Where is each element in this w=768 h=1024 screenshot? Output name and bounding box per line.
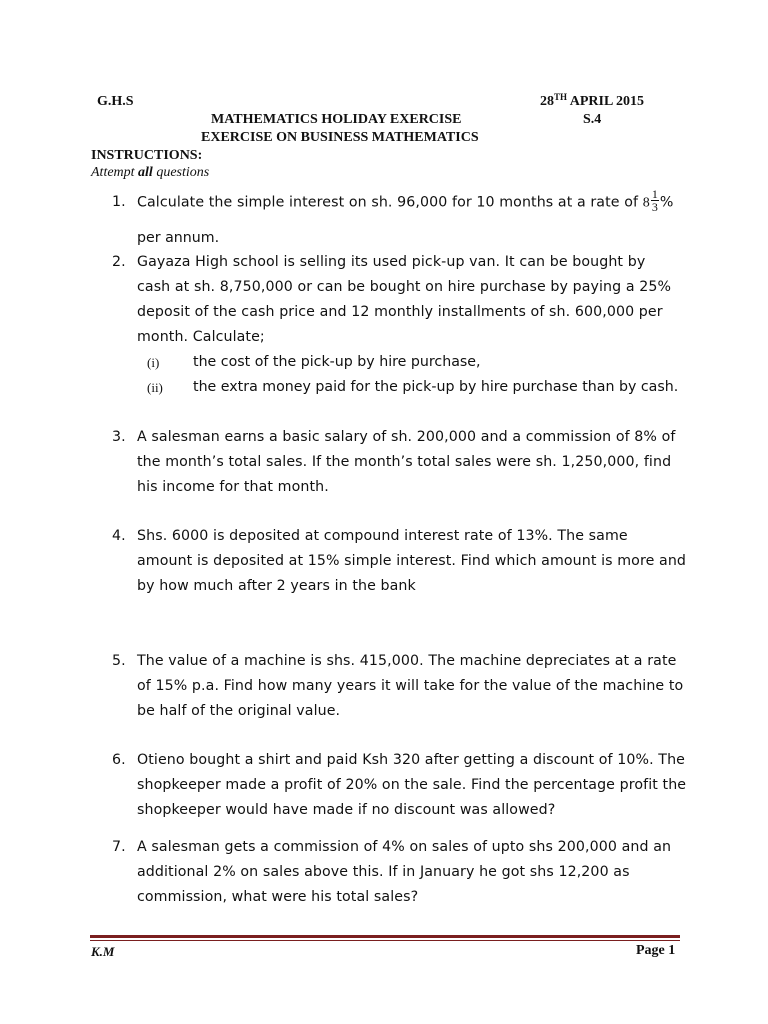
subpart-text: the extra money paid for the pick-up by hire purchase than by cash. bbox=[193, 379, 679, 395]
question-text: A salesman earns a basic salary of sh. 200,000 and a commission of 8% of the month’s total sales. If the month’s total sales were sh. 1,250,000, find his income for that month. bbox=[137, 429, 676, 495]
instructions-emphasis: all bbox=[138, 165, 153, 180]
footer-rule-thick bbox=[90, 935, 680, 938]
question-6 bbox=[112, 748, 692, 823]
question-2 bbox=[112, 250, 672, 350]
subpart-label: (i) bbox=[147, 355, 160, 370]
question-4 bbox=[112, 524, 687, 599]
date-superscript: TH bbox=[554, 92, 568, 102]
footer-rule-thin bbox=[90, 940, 680, 941]
question-1 bbox=[112, 187, 692, 216]
document-date bbox=[540, 94, 644, 110]
date-day: 28 bbox=[540, 94, 554, 109]
rate-unit: % bbox=[659, 194, 674, 211]
instructions-text: Attempt all questions bbox=[91, 165, 210, 180]
question-number: 3. bbox=[112, 429, 126, 445]
question-text: A salesman gets a commission of 4% on sales of upto shs 200,000 and an additional 2% on sales above this. If in January he got shs 12,200 as commission, what were his total sales? bbox=[137, 839, 672, 905]
document-title: MATHEMATICS HOLIDAY EXERCISE bbox=[211, 112, 462, 127]
question-text: The value of a machine is shs. 415,000. The machine depreciates at a rate of 15% p.a. Find how many years it will take for the value of the machine to be half of the original value. bbox=[137, 653, 684, 719]
question-text: Otieno bought a shirt and paid Ksh 320 after getting a discount of 10%. The shopkeeper made a profit of 20% on the sale. Find the percentage profit the shopkeeper would have made if no discount was allowed? bbox=[137, 752, 687, 818]
question-3 bbox=[112, 425, 687, 500]
date-month-year: APRIL 2015 bbox=[567, 94, 645, 109]
question-1-continuation: per annum. bbox=[137, 230, 220, 246]
question-text: Gayaza High school is selling its used pick-up van. It can be bought by cash at sh. 8,750,000 or can be bought on hire purchase by paying a 25% deposit of the cash price and 12 monthly installments of sh. 600,000 per month. Calculate; bbox=[137, 254, 672, 345]
page-number: Page 1 bbox=[636, 943, 676, 958]
rate-fraction: $\frac{1}{3}$ bbox=[651, 187, 658, 214]
question-number: 4. bbox=[112, 528, 126, 544]
question-number: 5. bbox=[112, 653, 126, 669]
question-5 bbox=[112, 649, 692, 724]
rate-whole: 8 bbox=[642, 195, 650, 211]
document-subtitle: EXERCISE ON BUSINESS MATHEMATICS bbox=[201, 130, 479, 145]
subpart-text: the cost of the pick-up by hire purchase, bbox=[193, 354, 481, 370]
class-label: S.4 bbox=[583, 112, 602, 127]
question-7 bbox=[112, 835, 672, 910]
question-text: Shs. 6000 is deposited at compound interest rate of 13%. The same amount is deposited at 15% simple interest. Find which amount is more and by how much after 2 years in the bank bbox=[137, 528, 687, 594]
question-number: 7. bbox=[112, 839, 126, 855]
question-text: Calculate the simple interest on sh. 96,000 for 10 months at a rate of bbox=[137, 194, 643, 211]
question-number: 6. bbox=[112, 752, 126, 768]
instructions-heading: INSTRUCTIONS: bbox=[91, 148, 203, 163]
question-number: 2. bbox=[112, 254, 126, 270]
question-number: 1. bbox=[112, 194, 126, 210]
footer-initials: K.M bbox=[91, 944, 115, 959]
school-name: G.H.S bbox=[97, 94, 134, 109]
subpart-label: (ii) bbox=[147, 380, 163, 395]
